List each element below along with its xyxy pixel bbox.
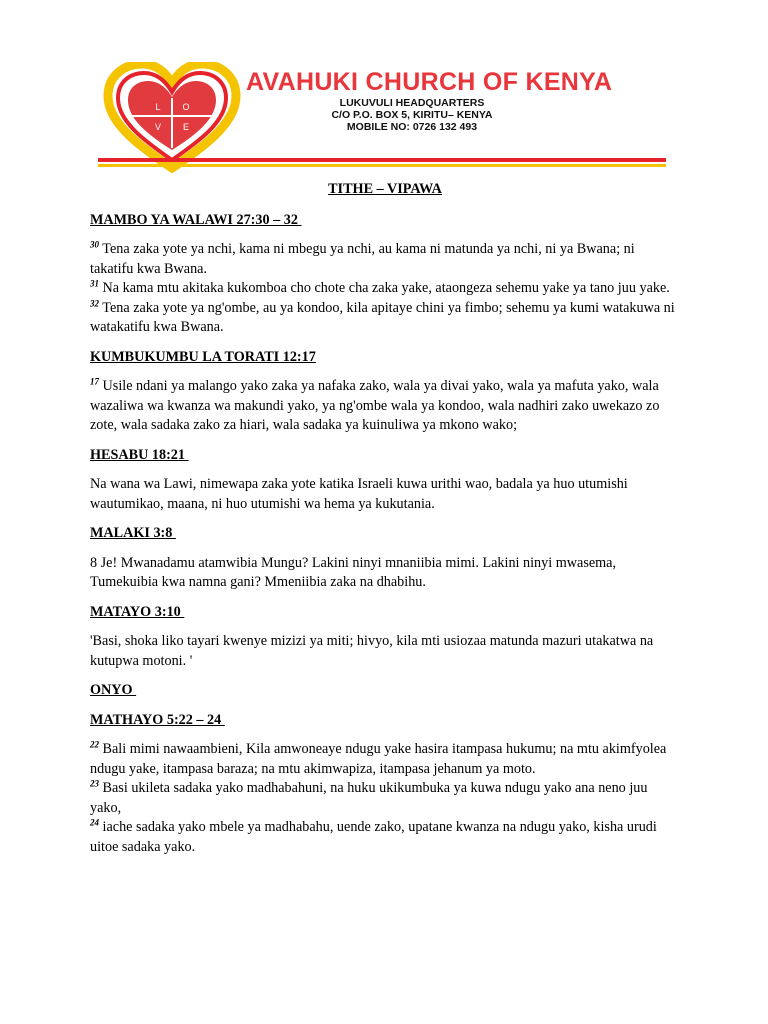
verse-number: 23	[90, 778, 99, 789]
passage-text: Na wana wa Lawi, nimewapa zaka yote katika Israeli kuwa urithi wao, badala ya huo utumishi wautumikao, maana, ni huo utumishi wa hema ya kukutania.	[90, 476, 628, 512]
address-line: C/O P.O. BOX 5, KIRITU– KENYA	[331, 109, 493, 121]
document-body	[90, 180, 680, 867]
verse-text: Bali mimi nawaambieni, Kila amwoneaye ndugu yake hasira itampasa hukumu; na mtu akimfyolea ndugu yake, itampasa baraza; na mtu akimwapiza, itampasa jehanum ya moto.	[90, 741, 667, 777]
section-heading: KUMBUKUMBU LA TORATI 12:17	[90, 348, 316, 365]
verse-number: 22	[90, 739, 99, 750]
section-heading: ONYO	[90, 682, 137, 698]
verse-number: 24	[90, 817, 99, 828]
verse	[90, 740, 680, 779]
verse	[90, 779, 680, 818]
section-heading: HESABU 18:21	[90, 446, 189, 463]
verse	[90, 377, 680, 436]
verse-number: 31	[90, 278, 99, 289]
church-name: AVAHUKI CHURCH OF KENYA	[246, 68, 613, 96]
section-heading: MALAKI 3:8	[90, 525, 176, 541]
verse-number: 32	[90, 297, 99, 308]
verse-block	[90, 377, 680, 436]
section-heading: MATAYO 3:10	[90, 603, 185, 620]
verse	[90, 240, 680, 279]
verse-text: iache sadaka yako mbele ya madhabahu, uende zako, upatane kwanza na ndugu yako, kisha urudi uitoe sadaka yako.	[90, 819, 657, 855]
verse	[90, 818, 680, 857]
letterhead	[92, 50, 676, 174]
verse-text: Usile ndani ya malango yako zaka ya nafaka zako, wala ya divai yako, wala ya mafuta yako, wala wazaliwa wa kwanza wa makundi yako, ya ng'ombe wala ya kondoo, wala nadhiri zako uwekazo zo zote, wala sadaka zako za hiari, wala sadaka ya kuinuliwa ya mkono wako;	[90, 378, 660, 433]
verse-text: Na kama mtu akitaka kukomboa cho chote cha zaka yake, ataongeza sehemu yake ya tano juu yake.	[99, 280, 670, 296]
verse-block	[90, 740, 680, 857]
section-heading: MAMBO YA WALAWI 27:30 – 32	[90, 211, 302, 228]
letterhead-yellow-rule	[98, 164, 666, 167]
verse	[90, 299, 680, 338]
mobile-line: MOBILE NO: 0726 132 493	[346, 121, 478, 133]
verse-number: 30	[90, 239, 99, 250]
verse-number: 17	[90, 376, 99, 387]
passage-text: 'Basi, shoka liko tayari kwenye mizizi ya miti; hivyo, kila mti usiozaa matunda mazuri utakatwa na kutupwa motoni. '	[90, 633, 654, 669]
logo-letter-e: E	[182, 122, 190, 132]
document-title: TITHE – VIPAWA	[328, 181, 442, 197]
logo-letter-o: O	[182, 102, 190, 112]
passage-text: 8 Je! Mwanadamu atamwibia Mungu? Lakini ninyi mnaniibia mimi. Lakini ninyi mwasema, Tumekuibia kwa namna gani? Mmeniibia zaka na dhabihu.	[90, 554, 617, 590]
section-heading: MATHAYO 5:22 – 24	[90, 711, 225, 728]
verse-text: Tena zaka yote ya ng'ombe, au ya kondoo, kila apitaye chini ya fimbo; sehemu ya kumi watakuwa ni watakatifu kwa Bwana.	[90, 299, 675, 335]
headquarters-line: LUKUVULI HEADQUARTERS	[339, 97, 485, 109]
verse	[90, 279, 680, 299]
verse-block	[90, 240, 680, 338]
verse-text: Basi ukileta sadaka yako madhabahuni, na huku ukikumbuka ya kuwa ndugu yako ana neno juu yako,	[90, 780, 648, 816]
verse-text: Tena zaka yote ya nchi, kama ni mbegu ya nchi, au kama ni matunda ya nchi, ni ya Bwana; ni takatifu kwa Bwana.	[90, 241, 635, 277]
logo-letter-l: L	[155, 102, 161, 112]
letterhead-red-rule	[98, 158, 666, 162]
logo-letter-v: V	[154, 122, 162, 132]
